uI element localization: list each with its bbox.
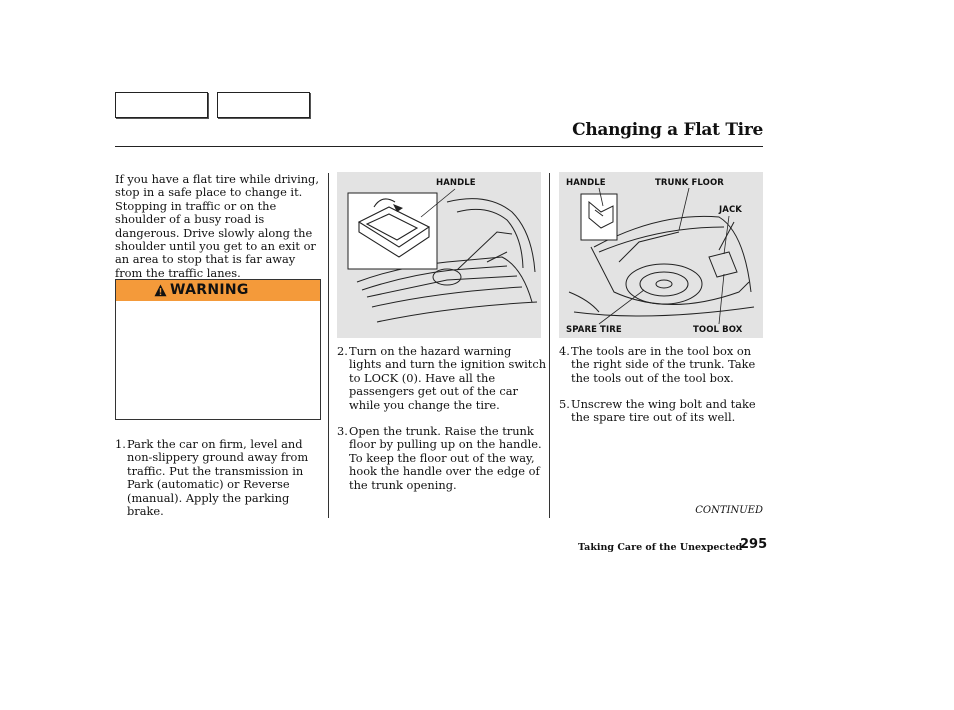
step-number: 5.	[559, 397, 570, 411]
callout-handle: HANDLE	[436, 178, 476, 188]
nav-button-main-menu[interactable]	[115, 92, 208, 118]
title-rule	[115, 146, 763, 147]
footer-section-title: Taking Care of the Unexpected	[578, 542, 743, 553]
intro-paragraph: If you have a flat tire while driving, stop in a safe place to change it. Stopping in traffic or on the shoulder of a busy road is dangerous. Drive slowly along the shoulder until you get to an exit or an area to stop that is far away from the traffic lanes.	[115, 172, 319, 280]
step-number: 1.	[115, 437, 126, 451]
column-divider	[328, 173, 329, 518]
figure-trunk-handle	[337, 172, 541, 338]
callout-jack: JACK	[719, 205, 742, 215]
trunk-tools-illustration	[559, 172, 763, 338]
callout-handle: HANDLE	[566, 178, 606, 188]
step-number: 4.	[559, 344, 570, 358]
step-text: Open the trunk. Raise the trunk floor by pulling up on the handle. To keep the floor out of the way, hook the handle over the edge of the trunk opening.	[349, 424, 542, 492]
warning-banner	[116, 280, 320, 301]
page-number: 295	[740, 537, 768, 552]
warning-triangle-icon	[154, 284, 167, 297]
callout-trunk-floor: TRUNK FLOOR	[655, 178, 724, 188]
figure-trunk-tools	[559, 172, 763, 338]
callout-tool-box: TOOL BOX	[693, 325, 743, 335]
step-number: 2.	[337, 344, 348, 358]
step-text: The tools are in the tool box on the right side of the trunk. Take the tools out of the tool box.	[571, 344, 756, 385]
step-number: 3.	[337, 424, 348, 438]
page-title: Changing a Flat Tire	[572, 120, 763, 140]
step-text: Park the car on firm, level and non-slippery ground away from traffic. Put the transmission in Park (automatic) or Reverse (manual). Apply the parking brake.	[127, 437, 309, 519]
warning-box	[115, 279, 321, 420]
column-divider	[549, 173, 550, 518]
step-text: Turn on the hazard warning lights and turn the ignition switch to LOCK (0). Have all the passengers get out of the car while you change the tire.	[349, 344, 547, 412]
step-text: Unscrew the wing bolt and take the spare tire out of its well.	[571, 397, 756, 425]
nav-button-table-of-contents[interactable]	[217, 92, 310, 118]
warning-label: WARNING	[170, 282, 249, 298]
callout-spare-tire: SPARE TIRE	[566, 325, 622, 335]
trunk-illustration	[337, 172, 541, 338]
continued-note: CONTINUED	[695, 505, 763, 516]
